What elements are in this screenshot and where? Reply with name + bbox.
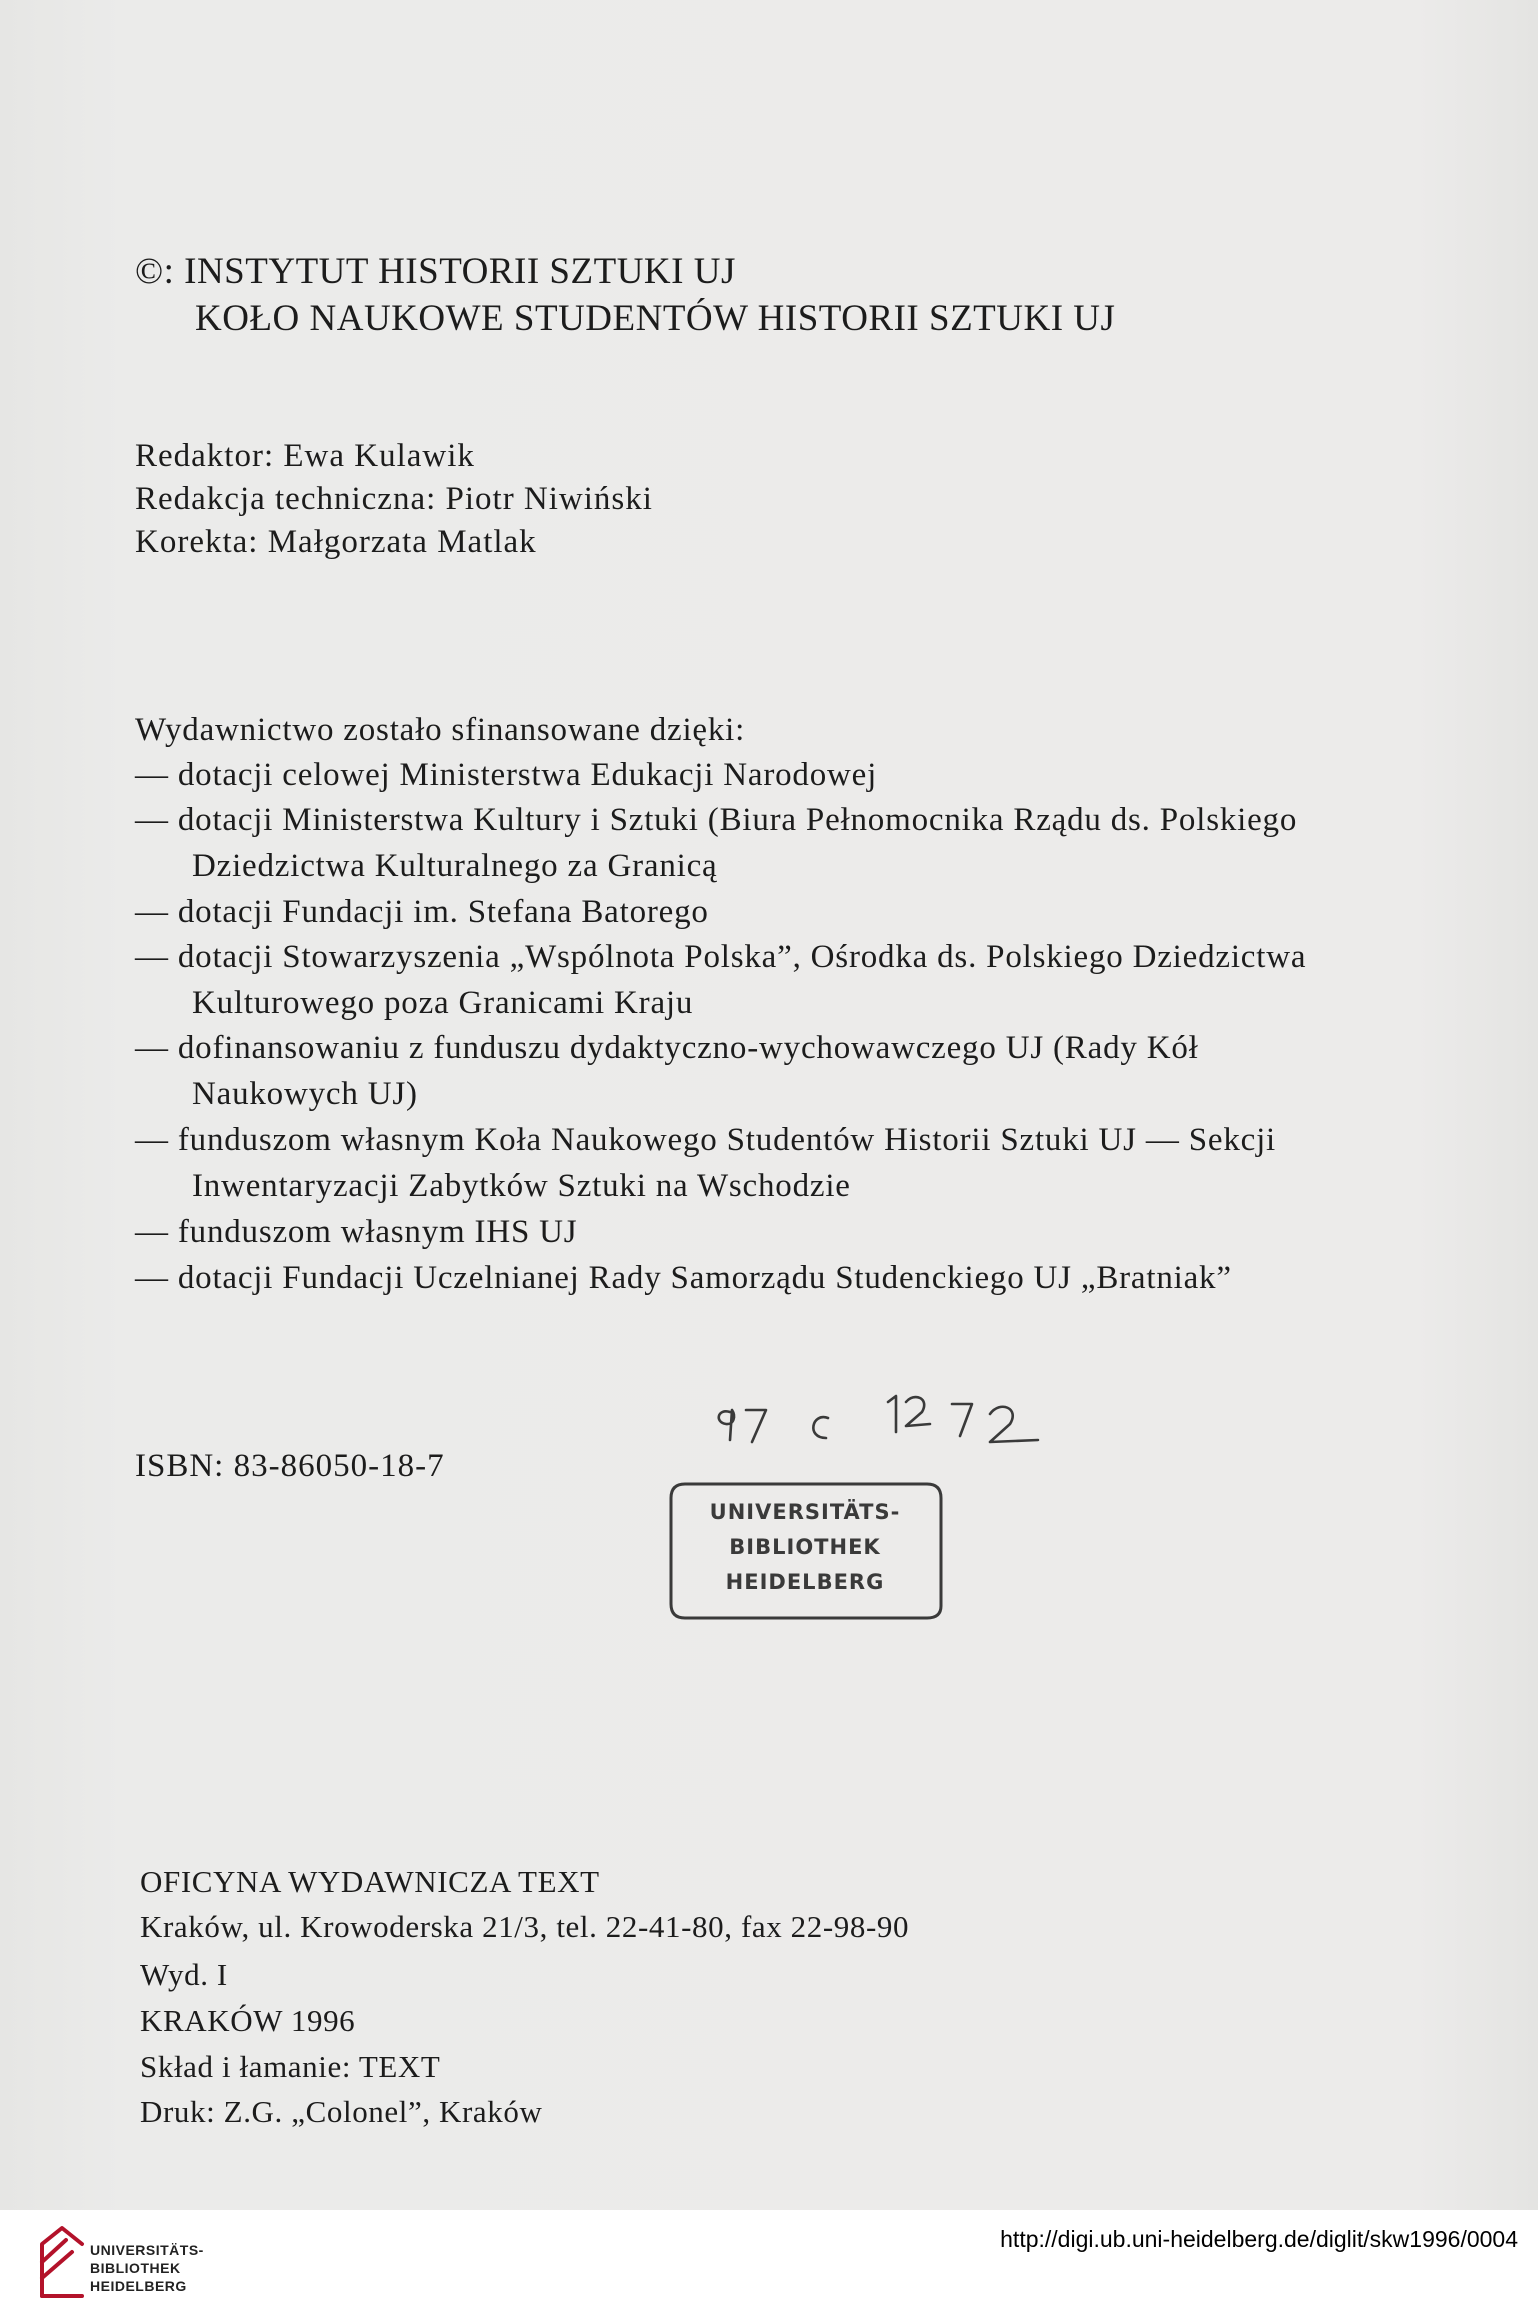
funding-line: Naukowych UJ) <box>192 1076 418 1112</box>
typesetting: Skład i łamanie: TEXT <box>140 2049 441 2084</box>
funding-line: Dziedzictwa Kulturalnego za Granicą <box>192 848 718 884</box>
library-name-line-2: BIBLIOTHEK <box>90 2260 181 2276</box>
funding-line: — dotacji Ministerstwa Kultury i Sztuki (Biura Pełnomocnika Rządu ds. Polskiego <box>135 802 1298 838</box>
funding-line: — dotacji Stowarzyszenia „Wspólnota Polska”, Ośrodka ds. Polskiego Dziedzictwa <box>135 939 1307 975</box>
copyright-line-1: ©: INSTYTUT HISTORII SZTUKI UJ <box>135 251 736 292</box>
credit-proofreading: Korekta: Małgorzata Matlak <box>135 524 537 560</box>
credit-technical-editor: Redakcja techniczna: Piotr Niwiński <box>135 481 653 517</box>
funding-line: — dotacji Fundacji im. Stefana Batorego <box>135 894 709 930</box>
stamp-line-3: HEIDELBERG <box>725 1570 885 1594</box>
funding-line: Kulturowego poza Granicami Kraju <box>192 985 694 1021</box>
place-year: KRAKÓW 1996 <box>140 2003 356 2038</box>
copyright-line-2: KOŁO NAUKOWE STUDENTÓW HISTORII SZTUKI UJ <box>195 298 1116 339</box>
funding-line: — dotacji Fundacji Uczelnianej Rady Samorządu Studenckiego UJ „Bratniak” <box>135 1260 1232 1296</box>
funding-line: — dotacji celowej Ministerstwa Edukacji Narodowej <box>135 757 878 793</box>
isbn: ISBN: 83-86050-18-7 <box>135 1448 445 1484</box>
stamp-line-1: UNIVERSITÄTS- <box>709 1500 901 1524</box>
library-name-line-3: HEIDELBERG <box>90 2278 187 2294</box>
library-logo-icon <box>32 2222 92 2306</box>
library-stamp <box>665 1478 945 1623</box>
publisher-address: Kraków, ul. Krowoderska 21/3, tel. 22-41-80, fax 22-98-90 <box>140 1909 910 1944</box>
library-name-line-1: UNIVERSITÄTS- <box>90 2242 204 2258</box>
stamp-line-2: BIBLIOTHEK <box>729 1535 881 1559</box>
edition: Wyd. I <box>140 1957 228 1992</box>
permalink-url[interactable]: http://digi.ub.uni-heidelberg.de/diglit/skw1996/0004 <box>1000 2226 1518 2252</box>
funding-line: — funduszom własnym IHS UJ <box>135 1214 578 1250</box>
funding-line: — dofinansowaniu z funduszu dydaktyczno-wychowawczego UJ (Rady Kół <box>135 1030 1199 1066</box>
funding-intro: Wydawnictwo zostało sfinansowane dzięki: <box>135 712 746 748</box>
funding-line: — funduszom własnym Koła Naukowego Studentów Historii Sztuki UJ — Sekcji <box>135 1122 1277 1158</box>
printer: Druk: Z.G. „Colonel”, Kraków <box>140 2094 543 2129</box>
credit-editor: Redaktor: Ewa Kulawik <box>135 438 475 474</box>
publisher-name: OFICYNA WYDAWNICZA TEXT <box>140 1864 600 1899</box>
handwritten-call-number <box>708 1390 1060 1460</box>
funding-line: Inwentaryzacji Zabytków Sztuki na Wschodzie <box>192 1168 851 1204</box>
